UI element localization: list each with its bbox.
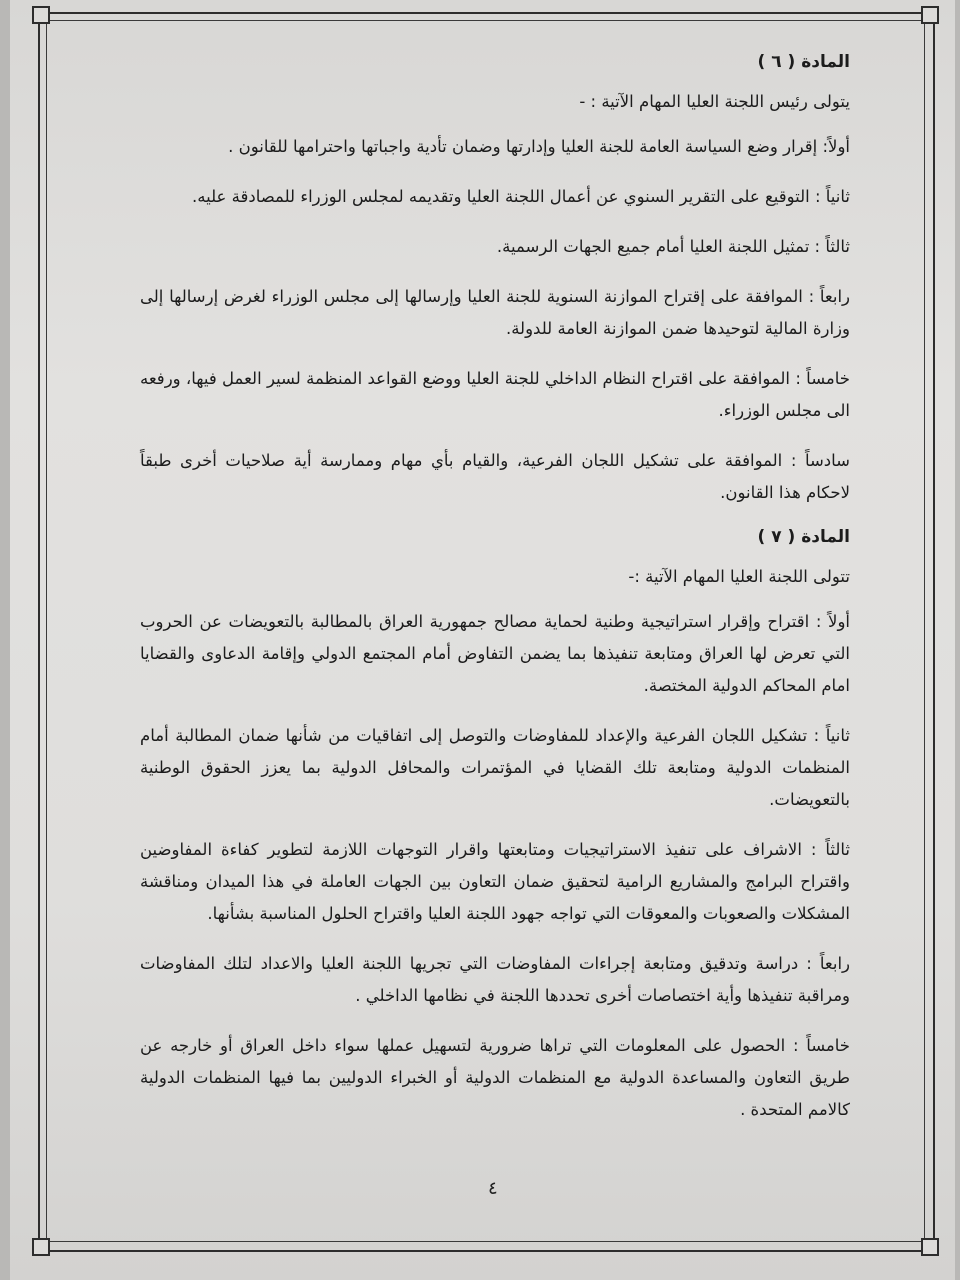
article-7-item-3: ثالثاً : الاشراف على تنفيذ الاستراتيجيات ومتابعتها واقرار التوجهات اللازمة لتطوير كفاءة المفاوضين واقتراح البرامج والمشاريع الرامية لتحقيق ضمان التعاون بين الجهات العاملة في هذا الميدان ومناقشة المشكلات والصعوبات والمعوقات التي تواجه جهود اللجنة العليا واقتراح الحلول المناسبة بشأنها. [140, 840, 850, 923]
document-body [140, 52, 850, 1144]
article-7-item-1: أولاً : اقتراح وإقرار استراتيجية وطنية لحماية مصالح جمهورية العراق بالمطالبة بالتعويضات عن الحروب التي تعرض لها العراق ومتابعة تنفيذها بما يضمن التفاوض أمام المجتمع الدولي وإقامة الدعاوى والقضايا امام المحاكم الدولية المختصة. [140, 612, 850, 695]
corner-ornament-top-left [32, 6, 50, 24]
article-7-intro: تتولى اللجنة العليا المهام الآتية :- [628, 567, 850, 586]
article-6-item-2: ثانياً : التوقيع على التقرير السنوي عن أعمال اللجنة العليا وتقديمه لمجلس الوزراء للمصادقة عليه. [192, 187, 850, 206]
article-6-item-6: سادساً : الموافقة على تشكيل اللجان الفرعية، والقيام بأي مهام وممارسة أية صلاحيات أخرى طبقاً لاحكام هذا القانون. [140, 451, 850, 502]
article-6-item-3: ثالثاً : تمثيل اللجنة العليا أمام جميع الجهات الرسمية. [496, 237, 850, 256]
corner-ornament-bottom-left [32, 1238, 50, 1256]
document-page [10, 0, 955, 1280]
article-6-item-4: رابعاً : الموافقة على إقتراح الموازنة السنوية للجنة العليا وإرسالها إلى مجلس الوزراء لغرض إرسالها إلى وزارة المالية لتوحيدها ضمن الموازنة العامة للدولة. [140, 287, 850, 338]
corner-ornament-top-right [921, 6, 939, 24]
corner-ornament-bottom-right [921, 1238, 939, 1256]
article-6-item-5: خامساً : الموافقة على اقتراح النظام الداخلي للجنة العليا ووضع القواعد المنظمة لسير العمل فيها، ورفعه الى مجلس الوزراء. [140, 369, 850, 420]
article-7-item-4: رابعاً : دراسة وتدقيق ومتابعة إجراءات المفاوضات التي تجريها اللجنة العليا والاعداد لتلك المفاوضات ومراقبة تنفيذها وأية اختصاصات أخرى تحددها اللجنة في نظامها الداخلي . [140, 954, 850, 1005]
article-6-item-1: أولاً: إقرار وضع السياسة العامة للجنة العليا وإدارتها وضمان تأدية واجباتها واحترامها للقانون . [228, 137, 850, 156]
article-6-intro: يتولى رئيس اللجنة العليا المهام الآتية : - [579, 92, 850, 111]
article-7-heading: المادة ( ٧ ) [757, 527, 850, 547]
article-7-item-5: خامساً : الحصول على المعلومات التي تراها ضرورية لتسهيل عملها سواء داخل العراق أو خارجه عن طريق التعاون والمساعدة الدولية مع المنظمات الدولية أو الخبراء الدوليين بما فيها المنظمات الدولية كالامم المتحدة . [140, 1036, 850, 1119]
article-6-heading: المادة ( ٦ ) [757, 52, 850, 72]
article-7-item-2: ثانياً : تشكيل اللجان الفرعية والإعداد للمفاوضات والتوصل إلى اتفاقيات من شأنها ضمان المطالبة أمام المنظمات الدولية ومتابعة تلك القضايا في المؤتمرات والمحافل الدولية بما يعزز الحقوق الوطنية بالتعويضات. [140, 726, 850, 809]
page-number: ٤ [488, 1178, 498, 1199]
